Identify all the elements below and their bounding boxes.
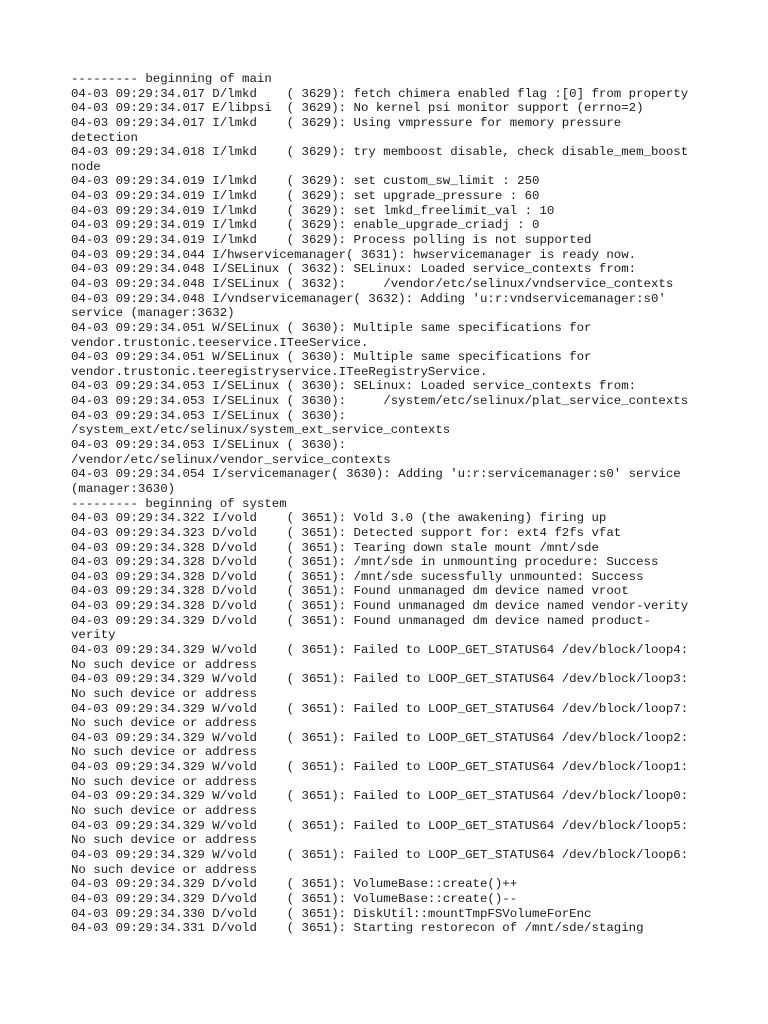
log-line: 04-03 09:29:34.328 D/vold ( 3651): Found unmanaged dm device named vroot (71, 584, 629, 599)
log-line: detection (71, 130, 138, 145)
log-line: 04-03 09:29:34.053 I/SELinux ( 3630): SELinux: Loaded service_contexts from: (71, 379, 637, 394)
log-section-divider: --------- beginning of main (71, 72, 272, 86)
log-line: 04-03 09:29:34.018 I/lmkd ( 3629): try memboost disable, check disable_mem_boost (71, 145, 689, 160)
log-line: node (71, 159, 101, 174)
log-line: 04-03 09:29:34.017 I/lmkd ( 3629): Using vmpressure for memory pressure (71, 115, 622, 130)
log-line: 04-03 09:29:34.329 W/vold ( 3651): Failed to LOOP_GET_STATUS64 /dev/block/loop6: (71, 847, 689, 862)
log-line: No such device or address (71, 657, 257, 672)
log-line: 04-03 09:29:34.328 D/vold ( 3651): /mnt/sde in unmounting procedure: Success (71, 555, 659, 570)
log-line: 04-03 09:29:34.329 W/vold ( 3651): Failed to LOOP_GET_STATUS64 /dev/block/loop2: (71, 730, 689, 745)
log-line: No such device or address (71, 833, 257, 848)
log-line: 04-03 09:29:34.048 I/vndservicemanager( 3632): Adding 'u:r:vndservicemanager:s0' (71, 291, 666, 306)
log-line: vendor.trustonic.teeregistryservice.ITeeRegistryService. (71, 364, 488, 379)
log-line: 04-03 09:29:34.044 I/hwservicemanager( 3631): hwservicemanager is ready now. (71, 247, 637, 262)
log-line: 04-03 09:29:34.331 D/vold ( 3651): Starting restorecon of /mnt/sde/staging (71, 921, 644, 936)
log-line: 04-03 09:29:34.019 I/lmkd ( 3629): set lmkd_freelimit_val : 10 (71, 203, 555, 218)
log-line: 04-03 09:29:34.329 D/vold ( 3651): Found unmanaged dm device named product- (71, 613, 651, 628)
log-line: 04-03 09:29:34.329 W/vold ( 3651): Failed to LOOP_GET_STATUS64 /dev/block/loop4: (71, 642, 689, 657)
log-line: (manager:3630) (71, 481, 176, 496)
log-line: 04-03 09:29:34.329 W/vold ( 3651): Failed to LOOP_GET_STATUS64 /dev/block/loop3: (71, 672, 689, 687)
log-line: No such device or address (71, 804, 257, 819)
log-line: 04-03 09:29:34.053 I/SELinux ( 3630): /system/etc/selinux/plat_service_contexts (71, 394, 689, 409)
log-line: 04-03 09:29:34.017 D/lmkd ( 3629): fetch chimera enabled flag :[0] from property (71, 86, 689, 101)
log-line: 04-03 09:29:34.054 I/servicemanager( 3630): Adding 'u:r:servicemanager:s0' service (71, 467, 681, 482)
log-line: 04-03 09:29:34.019 I/lmkd ( 3629): enable_upgrade_criadj : 0 (71, 218, 540, 233)
log-line: 04-03 09:29:34.051 W/SELinux ( 3630): Multiple same specifications for (71, 350, 592, 365)
log-line: 04-03 09:29:34.329 W/vold ( 3651): Failed to LOOP_GET_STATUS64 /dev/block/loop5: (71, 818, 689, 833)
log-line: 04-03 09:29:34.329 W/vold ( 3651): Failed to LOOP_GET_STATUS64 /dev/block/loop1: (71, 760, 689, 775)
log-line: 04-03 09:29:34.328 D/vold ( 3651): /mnt/sde sucessfully unmounted: Success (71, 569, 644, 584)
log-line: No such device or address (71, 774, 257, 789)
log-line: 04-03 09:29:34.329 W/vold ( 3651): Failed to LOOP_GET_STATUS64 /dev/block/loop7: (71, 701, 689, 716)
log-line: 04-03 09:29:34.048 I/SELinux ( 3632): /vendor/etc/selinux/vndservice_contexts (71, 276, 674, 291)
log-line: vendor.trustonic.teeservice.ITeeService. (71, 335, 369, 350)
log-section-divider: --------- beginning of system (71, 496, 287, 511)
log-line: 04-03 09:29:34.017 E/libpsi ( 3629): No kernel psi monitor support (errno=2) (71, 101, 644, 116)
log-line: No such device or address (71, 862, 257, 877)
log-line: No such device or address (71, 716, 257, 731)
log-line: /vendor/etc/selinux/vendor_service_contexts (71, 452, 391, 467)
log-line: 04-03 09:29:34.051 W/SELinux ( 3630): Multiple same specifications for (71, 320, 592, 335)
log-line: No such device or address (71, 686, 257, 701)
log-line: 04-03 09:29:34.048 I/SELinux ( 3632): SELinux: Loaded service_contexts from: (71, 262, 637, 277)
log-line: 04-03 09:29:34.330 D/vold ( 3651): DiskUtil::mountTmpFSVolumeForEnc (71, 906, 592, 921)
log-line: 04-03 09:29:34.322 I/vold ( 3651): Vold 3.0 (the awakening) firing up (71, 511, 607, 526)
log-line: verity (71, 628, 116, 643)
log-line: 04-03 09:29:34.329 W/vold ( 3651): Failed to LOOP_GET_STATUS64 /dev/block/loop0: (71, 789, 689, 804)
log-document (71, 72, 711, 936)
log-line: /system_ext/etc/selinux/system_ext_service_contexts (71, 423, 451, 438)
log-line: 04-03 09:29:34.323 D/vold ( 3651): Detected support for: ext4 f2fs vfat (71, 525, 622, 540)
log-line: No such device or address (71, 745, 257, 760)
log-line: 04-03 09:29:34.328 D/vold ( 3651): Tearing down stale mount /mnt/sde (71, 540, 599, 555)
log-line: 04-03 09:29:34.053 I/SELinux ( 3630): (71, 438, 347, 453)
log-line: 04-03 09:29:34.019 I/lmkd ( 3629): set upgrade_pressure : 60 (71, 189, 540, 204)
log-line: 04-03 09:29:34.329 D/vold ( 3651): VolumeBase::create()++ (71, 877, 518, 892)
log-line: 04-03 09:29:34.329 D/vold ( 3651): VolumeBase::create()-- (71, 891, 518, 906)
log-line: service (manager:3632) (71, 306, 235, 321)
log-line: 04-03 09:29:34.053 I/SELinux ( 3630): (71, 408, 347, 423)
log-line: 04-03 09:29:34.019 I/lmkd ( 3629): set custom_sw_limit : 250 (71, 174, 540, 189)
log-line: 04-03 09:29:34.328 D/vold ( 3651): Found unmanaged dm device named vendor-verity (71, 599, 689, 614)
log-line: 04-03 09:29:34.019 I/lmkd ( 3629): Process polling is not supported (71, 233, 592, 248)
